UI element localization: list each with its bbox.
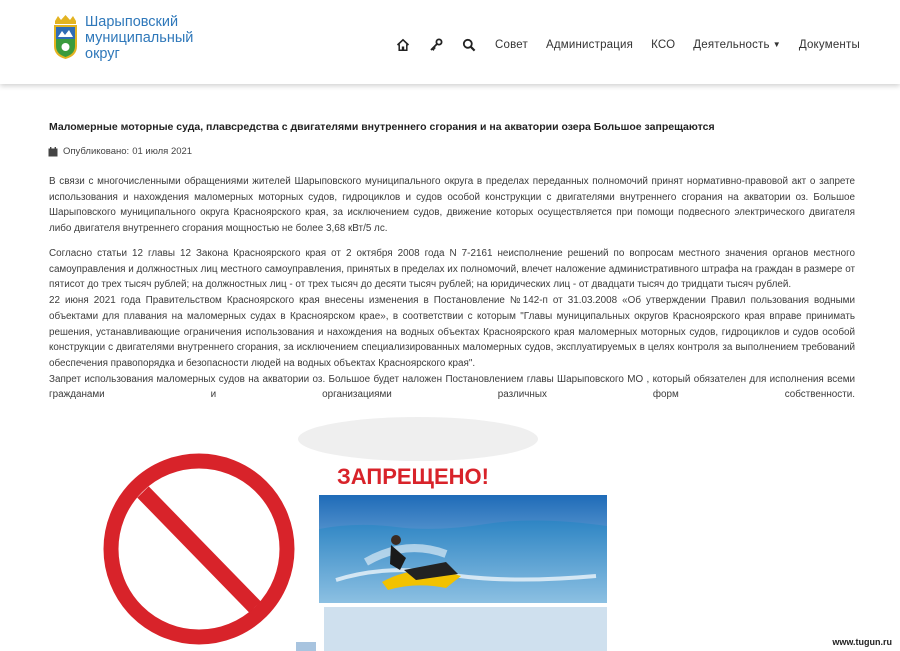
article-paragraph-1: В связи с многочисленными обращениями жителей Шарыповского муниципального округа в пределах переданных полномочий принят нормативно-правовой акт о запрете использования и нахождения маломерных моторных судов, гидроциклов и судов особой конструкции с двигателями внутреннего сгорания на акватории оз. Большое Шарыповского муниципального округа Красноярского края, за исключением судов, движение которых осуществляется при помощи подвесного электрического двигателя либо двигателя внутреннего сгорания мощностью не более 3,68 кВт/5 лс. [49, 176, 855, 235]
nav-item-activity[interactable] [693, 39, 781, 51]
coat-of-arms-icon [52, 14, 79, 60]
blurred-banner [298, 417, 538, 461]
article-paragraph-2a: Согласно статьи 12 главы 12 Закона Красноярского края от 2 октября 2008 года N 7-2161 неисполнение решений по вопросам местного значения органов местного самоуправления и должностных лиц местного самоуправления, принятых в пределах их полномочий, влечет наложение административного штрафа на граждан в размере от пятисот до трех тысяч рублей; на должностных лиц - от трех тысяч до десяти тысяч рублей; на юридических лиц - от двадцати тысяч до тридцати тысяч рублей. [49, 248, 855, 291]
article-paragraph-2b: 22 июня 2021 года Правительством Красноярского края внесены изменения в Постановление №142-п от 31.03.2008 «Об утверждении Правил пользования водными объектами для плавания на маломерных судах в Красноярском крае», в соответствии с которым "Главы муниципальных округов Красноярского края вправе принимать решения, устанавливающие ограничения использования и нахождения на водных объектах Красноярского края маломерных моторных судов, гидроциклов и судов особой конструкции с двигателями внутреннего сгорания, за исключением специализированных маломерных судов, эксплуатируемых в целях контроля за выполнением требований обеспечения правопорядка и безопасности людей на водных объектах Красноярского края". [49, 295, 855, 369]
logo-line-2: муниципальный [85, 30, 194, 46]
search-icon[interactable] [462, 38, 476, 52]
logo-text [85, 14, 193, 62]
nav-item-administration[interactable]: Администрация [545, 39, 634, 51]
jetski-photo [319, 495, 607, 603]
logo-line-3: округ [85, 46, 120, 62]
article-paragraph-2c: Запрет использования маломерных судов на акватории оз. Большое будет наложен Постановлением главы Шарыповского МО , который обязателен для исполнения всеми гражданами и организациями различных форм собственности. [49, 373, 855, 401]
chevron-down-icon: ▼ [772, 40, 781, 49]
article-paragraph-2 [49, 246, 855, 403]
published-label: Опубликовано: [63, 146, 130, 157]
forbidden-caption: ЗАПРЕЩЕНО! [337, 464, 489, 489]
article-title: Маломерные моторные суда, плавсредства с двигателями внутреннего сгорания и на акватории озера Большое запрещаются [49, 121, 715, 133]
prohibition-sign [103, 447, 301, 651]
published-date: 01 июля 2021 [132, 146, 193, 157]
watermark: www.tugun.ru [832, 637, 892, 647]
publish-info [48, 146, 192, 157]
nav-item-activity-label: Деятельность [693, 39, 770, 51]
nav-item-kso[interactable]: КСО [651, 39, 676, 51]
calendar-icon [48, 147, 58, 157]
key-icon[interactable] [429, 38, 443, 52]
site-logo[interactable] [52, 14, 202, 66]
lower-photo [324, 607, 607, 651]
forbidden-jetski-image [296, 414, 612, 651]
prohibition-bar [143, 492, 255, 607]
home-icon[interactable] [396, 38, 410, 52]
logo-line-1: Шарыповский [85, 14, 179, 30]
nav-item-documents[interactable]: Документы [798, 39, 860, 51]
nav-item-sovet[interactable]: Совет [495, 39, 528, 51]
main-nav [396, 36, 860, 54]
site-header [0, 0, 900, 84]
